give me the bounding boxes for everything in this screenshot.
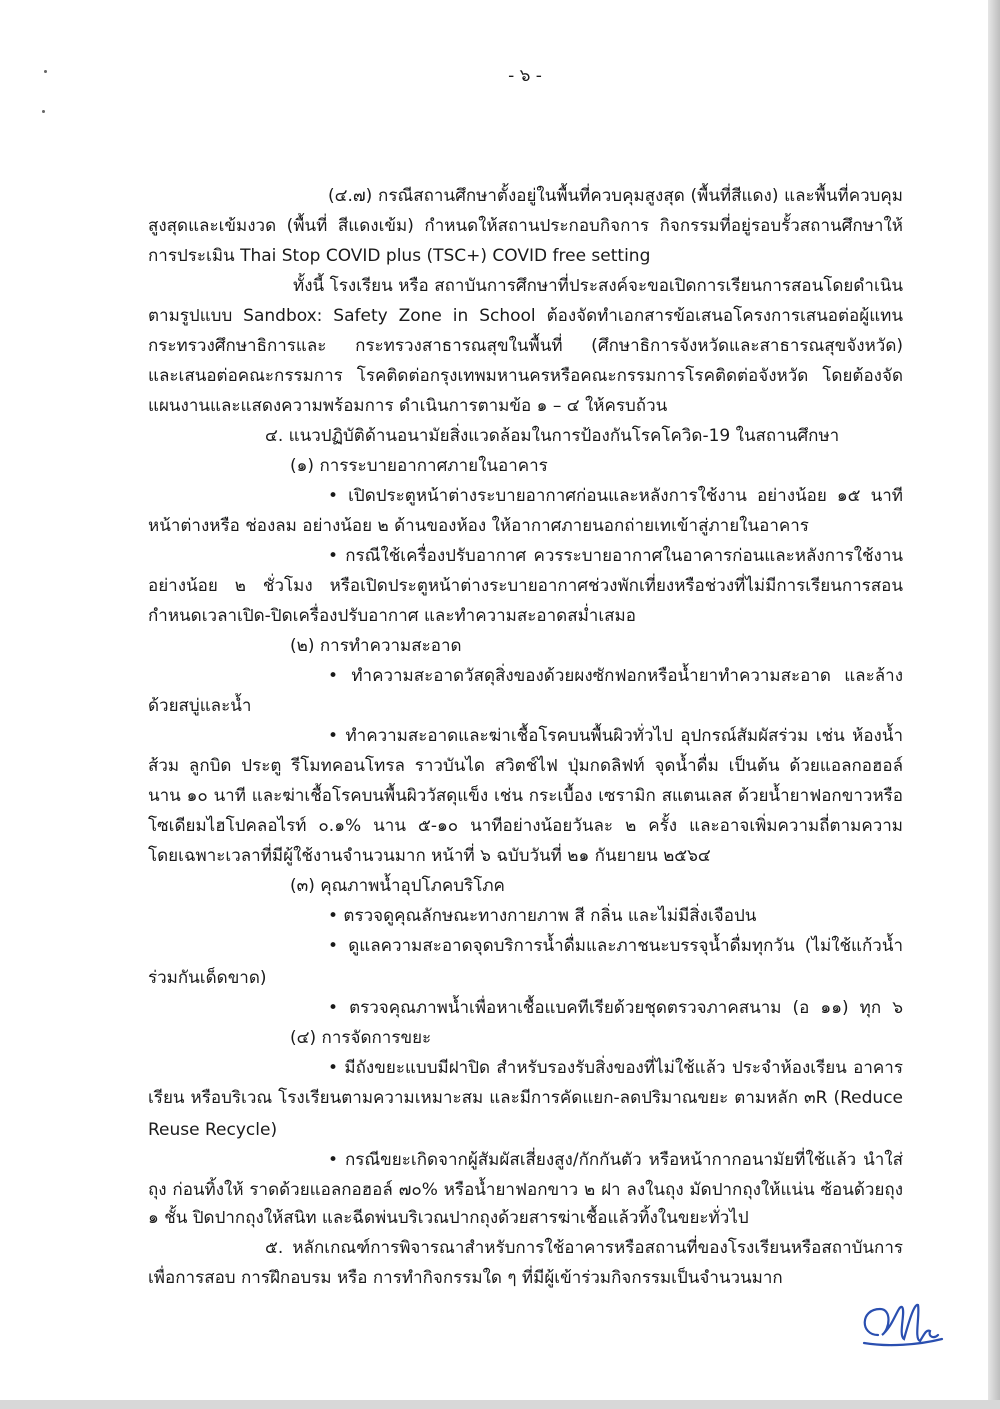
paragraph-line: ตามรูปแบบ Sandbox: Safety Zone in School ต้องจัดทำเอกสารข้อเสนอโครงการเสนอต่อผู้แทน — [148, 306, 903, 326]
scan-edge-shadow — [988, 0, 1000, 1409]
paragraph-line: เพื่อการสอบ การฝึกอบรม หรือ การทำกิจกรรมใด ๆ ที่มีผู้เข้าร่วมกิจกรรมเป็นจำนวนมาก — [148, 1268, 783, 1288]
subsection-heading: (๒) การทำความสะอาด — [290, 636, 462, 656]
paragraph-line: ด้วยสบู่และน้ำ — [148, 696, 252, 716]
paragraph-line: การประเมิน Thai Stop COVID plus (TSC+) COVID free setting — [148, 246, 651, 266]
bullet-line: • ตรวจคุณภาพน้ำเพื่อหาเชื้อแบคทีเรียด้วยชุดตรวจภาคสนาม (อ ๑๑) ทุก ๖ — [328, 998, 903, 1018]
section-heading: ๕. หลักเกณฑ์การพิจารณาสำหรับการใช้อาคารหรือสถานที่ของโรงเรียนหรือสถาบันการ — [265, 1238, 903, 1258]
scan-bottom-edge — [0, 1400, 1000, 1409]
paragraph-line: โดยเฉพาะเวลาที่มีผู้ใช้งานจำนวนมาก หน้าที่ ๖ ฉบับวันที่ ๒๑ กันยายน ๒๕๖๔ — [148, 846, 711, 866]
bullet-line: • กรณีใช้เครื่องปรับอากาศ ควรระบายอากาศในอาคารก่อนและหลังการใช้งาน — [328, 546, 903, 566]
subsection-heading: (๑) การระบายอากาศภายในอาคาร — [290, 456, 548, 476]
page-number: - ๖ - — [508, 66, 542, 86]
paragraph-line: โซเดียมไฮโปคลอไรท์ ๐.๑% นาน ๕-๑๐ นาทีอย่างน้อยวันละ ๒ ครั้ง และอาจเพิ่มความถี่ตามความ — [148, 816, 903, 836]
paragraph-line: เรียน หรือบริเวณ โรงเรียนตามความเหมาะสม และมีการคัดแยก-ลดปริมาณขยะ ตามหลัก ๓R (Reduce — [148, 1088, 903, 1108]
paragraph-line: กระทรวงศึกษาธิการและ กระทรวงสาธารณสุขในพื้นที่ (ศึกษาธิการจังหวัดและสาธารณสุขจังหวัด) — [148, 336, 903, 356]
paragraph-line: สูงสุดและเข้มงวด (พื้นที่ สีแดงเข้ม) กำหนดให้สถานประกอบกิจการ กิจกรรมที่อยู่รอบรั้วสถานศึกษาให้ — [148, 216, 903, 236]
paragraph-line: แผนงานและแสดงความพร้อมการ ดำเนินการตามข้อ ๑ – ๔ ให้ครบถ้วน — [148, 396, 668, 416]
paragraph-line: ร่วมกันเด็ดขาด) — [148, 968, 267, 988]
bullet-line: • มีถังขยะแบบมีฝาปิด สำหรับรองรับสิ่งของที่ไม่ใช้แล้ว ประจำห้องเรียน อาคาร — [328, 1058, 903, 1078]
paragraph-line: Reuse Recycle) — [148, 1120, 278, 1140]
paragraph-line: หน้าต่างหรือ ช่องลม อย่างน้อย ๒ ด้านของห้อง ให้อากาศภายนอกถ่ายเทเข้าสู่ภายในอาคาร — [148, 516, 809, 536]
bullet-line: • เปิดประตูหน้าต่างระบายอากาศก่อนและหลังการใช้งาน อย่างน้อย ๑๕ นาที — [328, 486, 903, 506]
paragraph-line: นาน ๑๐ นาที และฆ่าเชื้อโรคบนพื้นผิววัสดุแข็ง เช่น กระเบื้อง เซรามิก สแตนเลส ด้วยน้ำยาฟอกขาวหรือ — [148, 786, 903, 806]
paragraph-line: อย่างน้อย ๒ ชั่วโมง หรือเปิดประตูหน้าต่างระบายอากาศช่วงพักเที่ยงหรือช่วงที่ไม่มีการเรียนการสอน — [148, 576, 903, 596]
bullet-line: • ตรวจดูคุณลักษณะทางกายภาพ สี กลิ่น และไม่มีสิ่งเจือปน — [328, 906, 757, 926]
bullet-line: • ทำความสะอาดและฆ่าเชื้อโรคบนพื้นผิวทั่วไป อุปกรณ์สัมผัสร่วม เช่น ห้องน้ำ — [328, 726, 903, 746]
bullet-line: • ดูแลความสะอาดจุดบริการน้ำดื่มและภาชนะบรรจุน้ำดื่มทุกวัน (ไม่ใช้แก้วน้ำ — [328, 936, 903, 956]
bullet-line: • กรณีขยะเกิดจากผู้สัมผัสเสี่ยงสูง/กักกันตัว หรือหน้ากากอนามัยที่ใช้แล้ว นำใส่ — [328, 1150, 903, 1170]
paragraph-line: กำหนดเวลาเปิด-ปิดเครื่องปรับอากาศ และทำความสะอาดสม่ำเสมอ — [148, 606, 636, 626]
subsection-heading: (๔) การจัดการขยะ — [290, 1028, 432, 1048]
scan-speck — [42, 110, 45, 113]
subsection-heading: (๓) คุณภาพน้ำอุปโภคบริโภค — [290, 876, 505, 896]
paragraph-line: ส้วม ลูกบิด ประตู รีโมทคอนโทรล ราวบันได สวิตช์ไฟ ปุ่มกดลิฟท์ จุดน้ำดื่ม เป็นต้น ด้วยแอลกอฮอล์ — [148, 756, 903, 776]
paragraph-line: (๔.๗) กรณีสถานศึกษาตั้งอยู่ในพื้นที่ควบคุมสูงสุด (พื้นที่สีแดง) และพื้นที่ควบคุม — [328, 186, 903, 206]
paragraph-line: ถุง ก่อนทิ้งให้ ราดด้วยแอลกอฮอล์ ๗๐% หรือน้ำยาฟอกขาว ๒ ฝา ลงในถุง มัดปากถุงให้แน่น ซ้อนด้วยถุง — [148, 1180, 903, 1200]
paragraph-line: ทั้งนี้ โรงเรียน หรือ สถาบันการศึกษาที่ประสงค์จะขอเปิดการเรียนการสอนโดยดำเนิน — [293, 276, 903, 296]
paragraph-line: และเสนอต่อคณะกรรมการ โรคติดต่อกรุงเทพมหานครหรือคณะกรรมการโรคติดต่อจังหวัด โดยต้องจัด — [148, 366, 903, 386]
bullet-line: • ทำความสะอาดวัสดุสิ่งของด้วยผงซักฟอกหรือน้ำยาทำความสะอาด และล้าง — [328, 666, 903, 686]
signature — [858, 1295, 948, 1355]
section-heading: ๔. แนวปฏิบัติด้านอนามัยสิ่งแวดล้อมในการป้องกันโรคโควิด-19 ในสถานศึกษา — [265, 426, 840, 446]
paragraph-line: ๑ ชั้น ปิดปากถุงให้สนิท และฉีดพ่นบริเวณปากถุงด้วยสารฆ่าเชื้อแล้วทิ้งในขยะทั่วไป — [148, 1208, 749, 1228]
